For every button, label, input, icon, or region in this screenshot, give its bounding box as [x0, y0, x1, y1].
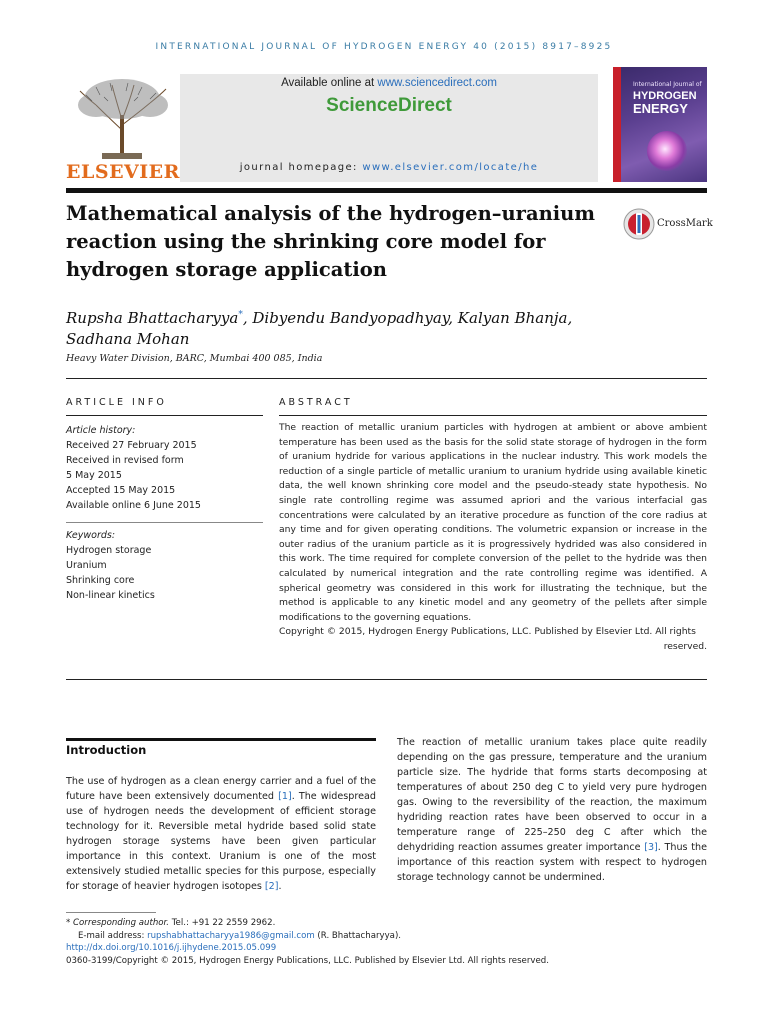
- section-bottom-rule: [66, 679, 707, 680]
- corresponding-author-note: [66, 917, 706, 930]
- email-owner: (R. Bhattacharyya).: [314, 930, 402, 941]
- crossmark-icon[interactable]: [622, 207, 656, 241]
- abstract-rule: [279, 415, 707, 416]
- journal-homepage-label: journal homepage:: [239, 162, 363, 173]
- affiliation: Heavy Water Division, BARC, Mumbai 400 085, India: [66, 353, 323, 364]
- intro-text: . Thus the importance of this reaction system with respect to hydrogen storage technology cannot be undermined.: [397, 842, 707, 883]
- abstract-body: [279, 421, 707, 655]
- history-item: Available online 6 June 2015: [66, 500, 201, 511]
- article-title: Mathematical analysis of the hydrogen–uranium reaction using the shrinking core model for hydrogen storage application: [66, 202, 595, 281]
- article-history: [66, 423, 266, 513]
- cover-orb-graphic: [647, 131, 687, 171]
- email-label: E-mail address:: [78, 930, 148, 941]
- article-history-label: Article history:: [66, 425, 136, 436]
- reference-link[interactable]: [1]: [278, 791, 292, 802]
- author-corresponding[interactable]: Rupsha Bhattacharyya: [66, 309, 239, 327]
- intro-left-paragraph: [66, 774, 376, 894]
- abstract-copyright: Copyright © 2015, Hydrogen Energy Publications, LLC. Published by Elsevier Ltd. All rights: [279, 626, 696, 638]
- reference-link[interactable]: [3]: [644, 842, 658, 853]
- keywords-label: Keywords:: [66, 530, 116, 541]
- history-item: Received in revised form: [66, 455, 184, 466]
- email-link[interactable]: rupshabhattacharyya1986@gmail.com: [147, 930, 315, 941]
- journal-cover-image[interactable]: [613, 67, 707, 182]
- history-item: Received 27 February 2015: [66, 440, 197, 451]
- keyword-item: Non-linear kinetics: [66, 590, 155, 601]
- footnote-rule: [66, 912, 156, 913]
- history-item: 5 May 2015: [66, 470, 122, 481]
- available-online-label: Available online at: [281, 77, 378, 89]
- elsevier-wordmark: ELSEVIER: [66, 161, 180, 183]
- intro-right-paragraph: [397, 735, 707, 885]
- running-head: INTERNATIONAL JOURNAL OF HYDROGEN ENERGY 40 (2015) 8917–8925: [155, 42, 613, 52]
- crossmark-label[interactable]: CrossMark: [657, 218, 713, 229]
- journal-homepage-link[interactable]: www.elsevier.com/locate/he: [362, 162, 539, 173]
- sciencedirect-link[interactable]: www.sciencedirect.com: [377, 77, 497, 89]
- cover-strip: [613, 67, 621, 182]
- keywords: [66, 528, 266, 603]
- cover-title-line2: ENERGY: [633, 101, 688, 116]
- cover-title-line1: HYDROGEN: [633, 90, 697, 102]
- reference-link[interactable]: [2]: [264, 881, 279, 892]
- author-others: , Dibyendu Bandyopadhyay, Kalyan Bhanja,: [242, 309, 573, 327]
- article-info-heading: ARTICLE INFO: [66, 397, 167, 408]
- doi-link[interactable]: http://dx.doi.org/10.1016/j.ijhydene.2015.05.099: [66, 943, 277, 953]
- history-item: Accepted 15 May 2015: [66, 485, 176, 496]
- intro-text: The use of hydrogen as a clean energy carrier and a fuel of the future have been extensively documented: [66, 776, 376, 802]
- corresponding-author-label: * Corresponding author.: [66, 918, 170, 928]
- telephone: Tel.: +91 22 2559 2962.: [169, 918, 276, 928]
- cover-subtitle: International Journal of: [633, 81, 702, 88]
- elsevier-tree-icon: [66, 75, 178, 161]
- article-info-rule: [66, 415, 263, 416]
- author-list: [66, 305, 626, 350]
- abstract-paragraph: The reaction of metallic uranium particles with hydrogen at ambient or above ambient temperature has been used as the basis for the solid state storage of hydrogen in the form of uranium hydride for various applications in the nuclear industry. This work models the reduction of a single particle of metallic uranium to uranium hydride using available kinetic data, the well known shrinking core model and the pseudo-steady state hypothesis. No single rate controlling regime was assumed apriori and the various interfacial gas concentrations were calculated by an iterative procedure as function of the core radius at any time and for given operating conditions. The volumetric expansion or increase in the outer radius of the uranium particle as it is progressively hydrided was also considered in this work. The time required for complete conversion of the pellet to the hydride was then calculated by numerical integration and the rate controlling regime was identified. A spherical geometry was considered in this work for illustrating the technique, but the method is applicable to any kinetic model and any geometry of the pellets after simple modifications to the governing equations.: [279, 422, 707, 623]
- intro-rule: [66, 738, 376, 741]
- keywords-rule: [66, 522, 263, 523]
- intro-text: . The widespread use of hydrogen needs the development of efficient storage technology for it. Reversible metal hydride based solid state hydrogen storage systems have been given particular importance in this context. Uranium is one of the most extensively studied metallic species for this purpose, especially for storage of heavier hydrogen isotopes: [66, 791, 376, 892]
- intro-heading: Introduction: [66, 743, 147, 757]
- elsevier-logo[interactable]: [66, 75, 178, 183]
- keyword-item: Shrinking core: [66, 575, 135, 586]
- author-last: Sadhana Mohan: [66, 330, 190, 348]
- footnotes: [66, 917, 706, 967]
- available-online-line: [180, 77, 598, 89]
- sciencedirect-logo[interactable]: ScienceDirect: [326, 95, 452, 116]
- abstract-heading: ABSTRACT: [279, 397, 353, 408]
- corresponding-mark[interactable]: *: [238, 310, 243, 320]
- email-note: [66, 930, 706, 943]
- issn-copyright: 0360-3199/Copyright © 2015, Hydrogen Energy Publications, LLC. Published by Elsevier Ltd. All rights reserved.: [66, 955, 549, 966]
- header-divider: [66, 188, 707, 193]
- journal-homepage-line: [180, 162, 598, 173]
- abstract-copyright-end: reserved.: [663, 640, 707, 652]
- intro-text: The reaction of metallic uranium takes place quite readily depending on the gas pressure, temperature and the uranium particle size. The hydride that forms starts decomposing at temperatures of about 250 deg C to yield very pure hydrogen gas. Owing to the reversibility of the reaction, the maximum hydriding reaction rates have been observed to occur in a temperature range of 225–250 deg C after which the dehydriding reaction assumes greater importance: [397, 737, 707, 853]
- section-top-rule: [66, 378, 707, 379]
- keyword-item: Hydrogen storage: [66, 545, 152, 556]
- intro-text: .: [278, 881, 282, 892]
- keyword-item: Uranium: [66, 560, 107, 571]
